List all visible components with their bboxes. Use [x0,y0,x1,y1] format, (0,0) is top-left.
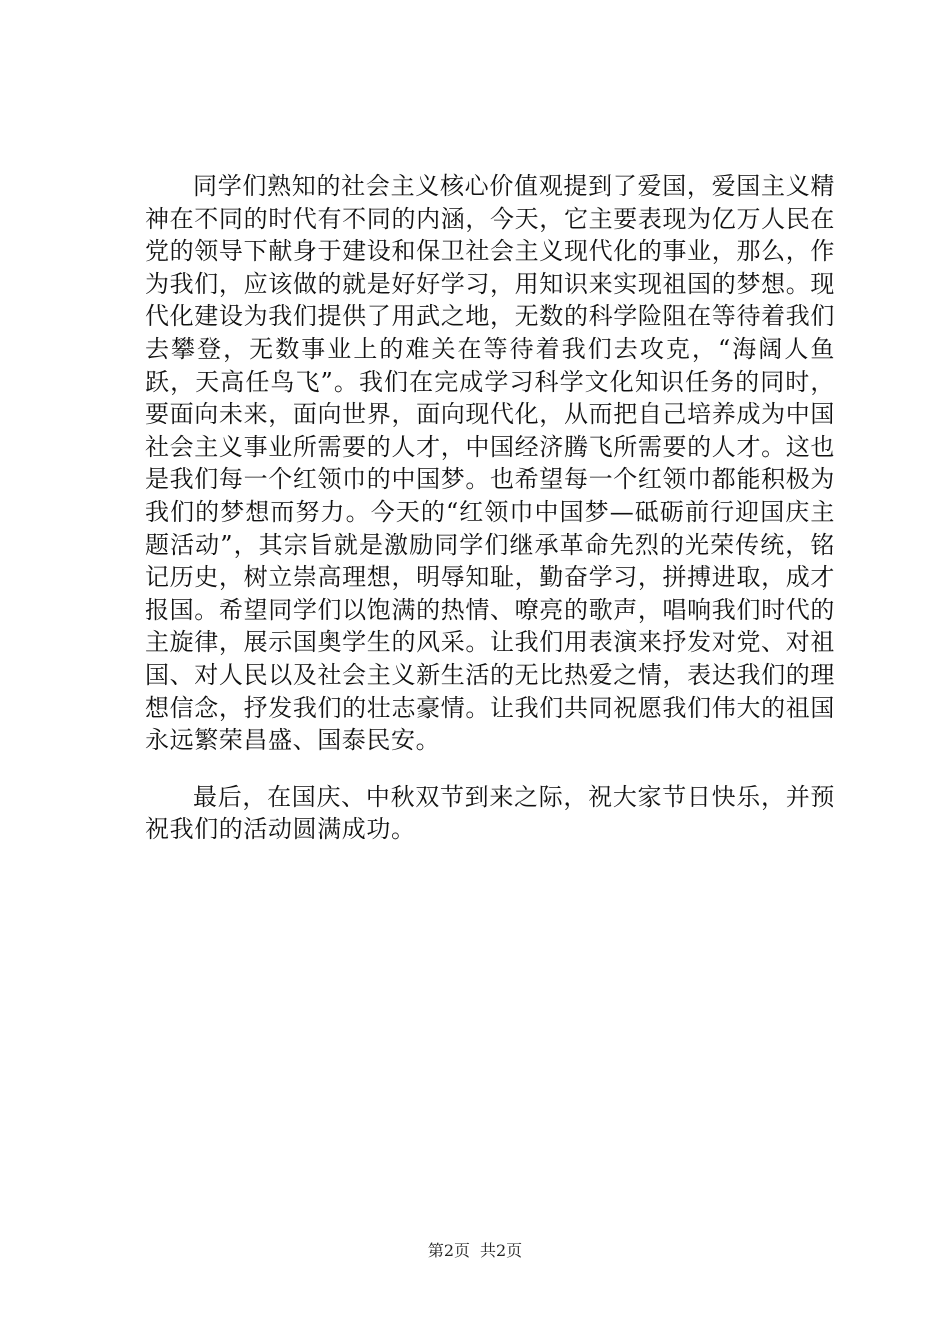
body-paragraph-1: 同学们熟知的社会主义核心价值观提到了爱国，爱国主义精神在不同的时代有不同的内涵，今天，它主要表现为亿万人民在党的领导下献身于建设和保卫社会主义现代化的事业，那么，作为我们，应该做的就是好好学习，用知识来实现祖国的梦想。现代化建设为我们提供了用武之地，无数的科学险阻在等待着我们去攀登，无数事业上的难关在等待着我们去攻克，“海阔人鱼跃，天高任鸟飞”。我们在完成学习科学文化知识任务的同时，要面向未来，面向世界，面向现代化，从而把自己培养成为中国社会主义事业所需要的人才，中国经济腾飞所需要的人才。这也是我们每一个红领巾的中国梦。也希望每一个红领巾都能积极为我们的梦想而努力。今天的“红领巾中国梦—砥砺前行迎国庆主题活动”，其宗旨就是激励同学们继承革命先烈的光荣传统，铭记历史，树立崇高理想，明辱知耻，勤奋学习，拼搏进取，成才报国。希望同学们以饱满的热情、嘹亮的歌声，唱响我们时代的主旋律，展示国奥学生的风采。让我们用表演来抒发对党、对祖国、对人民以及社会主义新生活的无比热爱之情，表达我们的理想信念，抒发我们的壮志豪情。让我们共同祝愿我们伟大的祖国永远繁荣昌盛、国泰民安。 [145,172,835,755]
document-body [145,170,835,846]
page-number-current: 第2页 [427,1241,470,1260]
page-footer [0,1241,950,1261]
page-number-total: 共2页 [480,1241,523,1260]
body-paragraph-2: 最后，在国庆、中秋双节到来之际，祝大家节日快乐，并预祝我们的活动圆满成功。 [145,782,835,844]
